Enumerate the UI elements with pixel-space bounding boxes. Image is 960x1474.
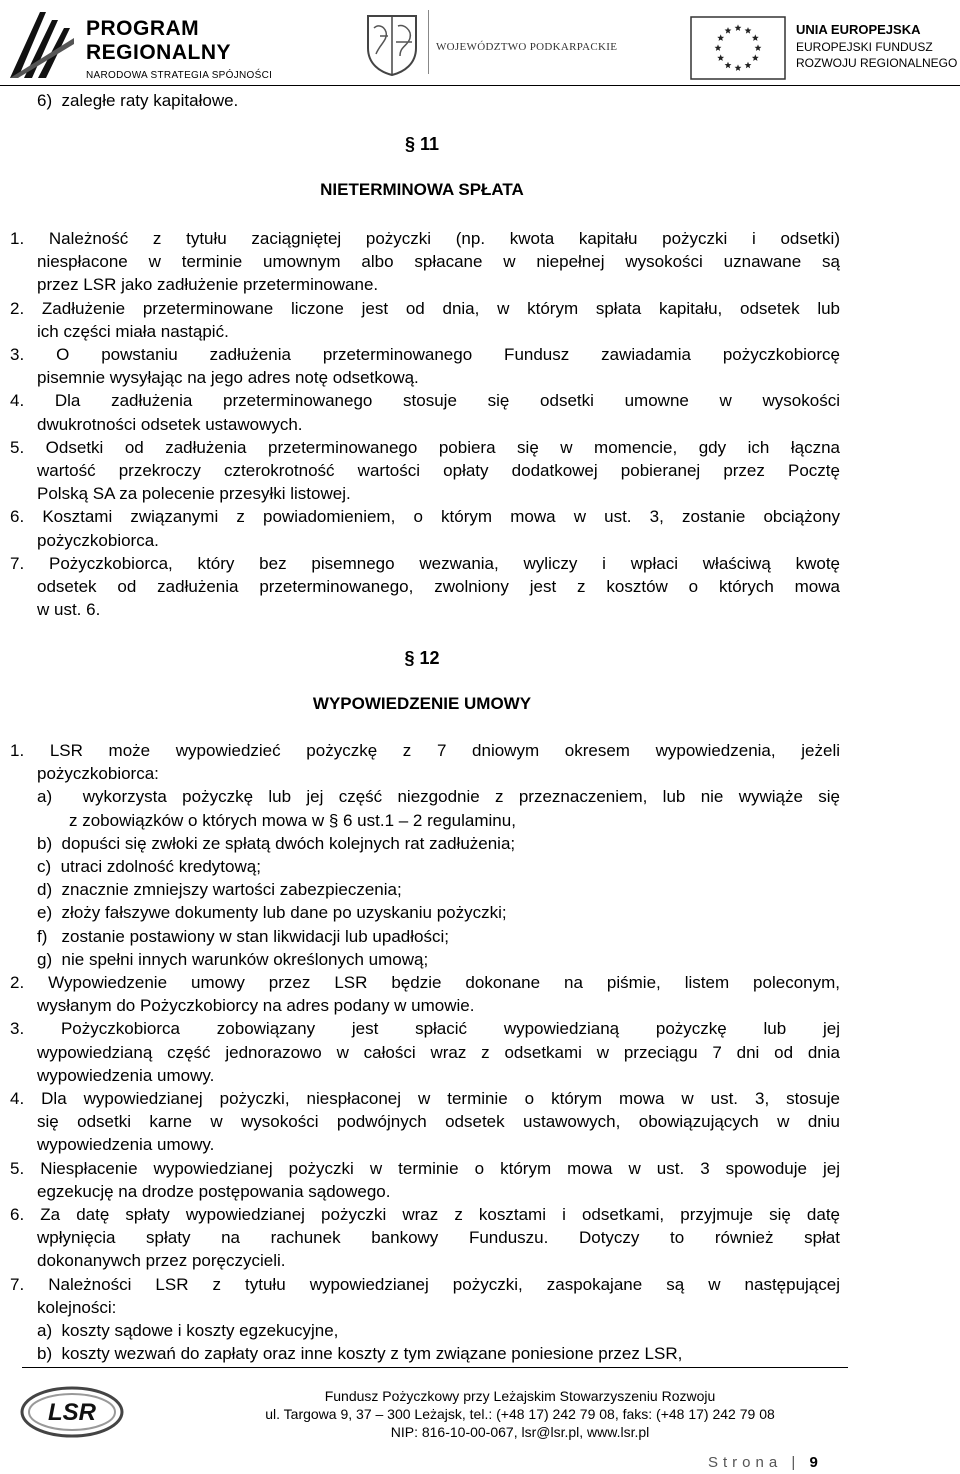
footer-divider (22, 1367, 848, 1368)
text-line: 6. Za datę spłaty wypowiedzianej pożyczki wraz z kosztami i odsetkami, przyjmuje się datę (10, 1205, 840, 1224)
page-number-value: 9 (809, 1454, 818, 1471)
header-divider (428, 10, 429, 74)
text-line: 6. Kosztami związanymi z powiadomieniem, o którym mowa w ust. 3, zostanie obciążony (10, 507, 840, 527)
text-line: b) koszty wezwań do zapłaty oraz inne koszty z tym związane poniesione przez LSR, (37, 1344, 683, 1364)
text-line: wypowiedzenia umowy. (37, 1135, 215, 1155)
text-line: wypowiedzianą część jednorazowo w całości wraz z odsetkami w przeciągu 7 dni od dnia (37, 1042, 840, 1062)
text-line: g) nie spełni innych warunków określonych umową; (37, 949, 429, 969)
program-title-line2: REGIONALNY (86, 41, 232, 64)
lsr-logo (20, 1386, 124, 1438)
lsr-logo-text: LSR (48, 1399, 96, 1426)
text-line: 5. Niespłacenie wypowiedzianej pożyczki w terminie o którym mowa w ust. 3 spowoduje jej (10, 1158, 840, 1178)
text-line: 4. Dla zadłużenia przeterminowanego stosuje się odsetki umowne w wysokości (10, 391, 840, 411)
text-line: przez LSR jako zadłużenie przeterminowane. (37, 275, 379, 295)
text-line: pożyczkobiorca. (37, 530, 159, 550)
text-line: wpłynięcia spłaty na rachunek bankowy Funduszu. Dotyczy to również spłat (37, 1228, 840, 1248)
text-line: się odsetki karne w wysokości podwójnych odsetek ustawowych, obowiązujących w dniu (37, 1112, 840, 1132)
text-line: 1. Należność z tytułu zaciągniętej pożyczki (np. kwota kapitału pożyczki i odsetki) (10, 229, 840, 248)
footer-line3: NIP: 816-10-00-067, lsr@lsr.pl, www.lsr.pl (390, 1424, 650, 1440)
eu-fund-line1: EUROPEJSKI FUNDUSZ (796, 40, 933, 54)
footer-line2: ul. Targowa 9, 37 – 300 Leżajsk, tel.: (+48 17) 242 79 08, faks: (+48 17) 242 79 08 (265, 1406, 775, 1422)
text-line: 4. Dla wypowiedzianej pożyczki, niespłaconej w terminie o którym mowa w ust. 3, stosuje (10, 1089, 840, 1108)
page-separator: | (791, 1454, 801, 1471)
text-line: wypowiedzenia umowy. (37, 1065, 215, 1085)
text-line: pisemnie wysyłając na jego adres notę odsetkową. (37, 368, 419, 388)
text-line: 7. Należności LSR z tytułu wypowiedzianej pożyczki, zaspokajane są w następującej (10, 1274, 840, 1294)
page-number (708, 1454, 818, 1471)
text-line: c) utraci zdolność kredytową; (37, 857, 261, 876)
text-line: a) koszty sądowe i koszty egzekucyjne, (37, 1321, 339, 1340)
section-number: § 12 (404, 648, 440, 668)
text-line: 7. Pożyczkobiorca, który bez pisemnego wezwania, wyliczy i wpłaci właściwą kwotę (10, 553, 840, 573)
text-line: w ust. 6. (37, 600, 101, 620)
text-line: a) wykorzysta pożyczkę lub jej część niezgodnie z przeznaczeniem, lub nie wywiąże się (37, 787, 840, 807)
text-line: f) zostanie postawiony w stan likwidacji lub upadłości; (37, 926, 449, 946)
page-header (0, 0, 960, 86)
voivodeship-crest-icon (366, 14, 418, 76)
text-line: e) złoży fałszywe dokumenty lub dane po uzyskaniu pożyczki; (37, 903, 507, 923)
page-label: Strona (708, 1454, 783, 1471)
header-divider-line (0, 85, 960, 86)
text-line: b) dopuści się zwłoki ze spłatą dwóch kolejnych rat zadłużenia; (37, 833, 516, 853)
list-item: 6) zaległe raty kapitałowe. (37, 91, 239, 110)
text-line: 5. Odsetki od zadłużenia przeterminowanego pobiera się w momencie, gdy ich łączna (10, 437, 840, 457)
text-line: egzekucję na drodze postępowania sądowego. (37, 1181, 391, 1201)
eu-flag-icon (690, 16, 786, 80)
section-number: § 11 (404, 134, 440, 154)
text-line: odsetek od zadłużenia przeterminowanego, zwolniony jest z kosztów o których mowa (37, 577, 840, 596)
text-line: Polską SA za polecenie przesyłki listowej. (37, 484, 351, 504)
text-line: 3. O powstaniu zadłużenia przeterminowanego Fundusz zawiadamia pożyczkobiorcę (10, 345, 840, 364)
program-title-line1: PROGRAM (86, 17, 200, 40)
text-line: ich części miała nastąpić. (37, 321, 229, 341)
voivodeship-name: WOJEWÓDZTWO PODKARPACKIE (436, 41, 618, 53)
text-line: kolejności: (37, 1297, 117, 1317)
text-line: niespłacone w terminie umownym albo spłacane w niepełnej wysokości uznawane są (37, 252, 840, 272)
eu-title: UNIA EUROPEJSKA (796, 22, 921, 37)
text-line: z zobowiązków o których mowa w § 6 ust.1 – 2 regulaminu, (69, 810, 516, 830)
text-line: dwukrotności odsetek ustawowych. (37, 414, 303, 434)
text-line: d) znacznie zmniejszy wartości zabezpieczenia; (37, 880, 402, 900)
text-line: wartość przekroczy czterokrotność wartości opłaty dodatkowej pobieranej przez Pocztę (37, 461, 840, 480)
text-line: 3. Pożyczkobiorca zobowiązany jest spłacić wypowiedzianą pożyczkę lub jej (10, 1019, 840, 1039)
text-line: 2. Zadłużenie przeterminowane liczone jest od dnia, w którym spłata kapitału, odsetek lub (10, 298, 840, 318)
text-line: wysłanym do Pożyczkobiorcy na adres podany w umowie. (37, 996, 475, 1016)
program-regionalny-mark-icon (6, 8, 78, 80)
section-title: NIETERMINOWA SPŁATA (320, 180, 524, 199)
eu-fund-line2: ROZWOJU REGIONALNEGO (796, 56, 958, 70)
section-title: WYPOWIEDZENIE UMOWY (312, 694, 532, 713)
text-line: 1. LSR może wypowiedzieć pożyczkę z 7 dniowym okresem wypowiedzenia, jeżeli (10, 741, 840, 760)
program-subtitle: NARODOWA STRATEGIA SPÓJNOŚCI (86, 70, 273, 81)
program-regionalny-logo (6, 8, 276, 80)
text-line: 2. Wypowiedzenie umowy przez LSR będzie dokonane na piśmie, listem poleconym, (10, 973, 840, 992)
text-line: pożyczkobiorca: (37, 764, 159, 784)
footer-line1: Fundusz Pożyczkowy przy Leżajskim Stowarzyszeniu Rozwoju (324, 1388, 716, 1404)
text-line: dokonanywch przez poręczycieli. (37, 1251, 286, 1271)
